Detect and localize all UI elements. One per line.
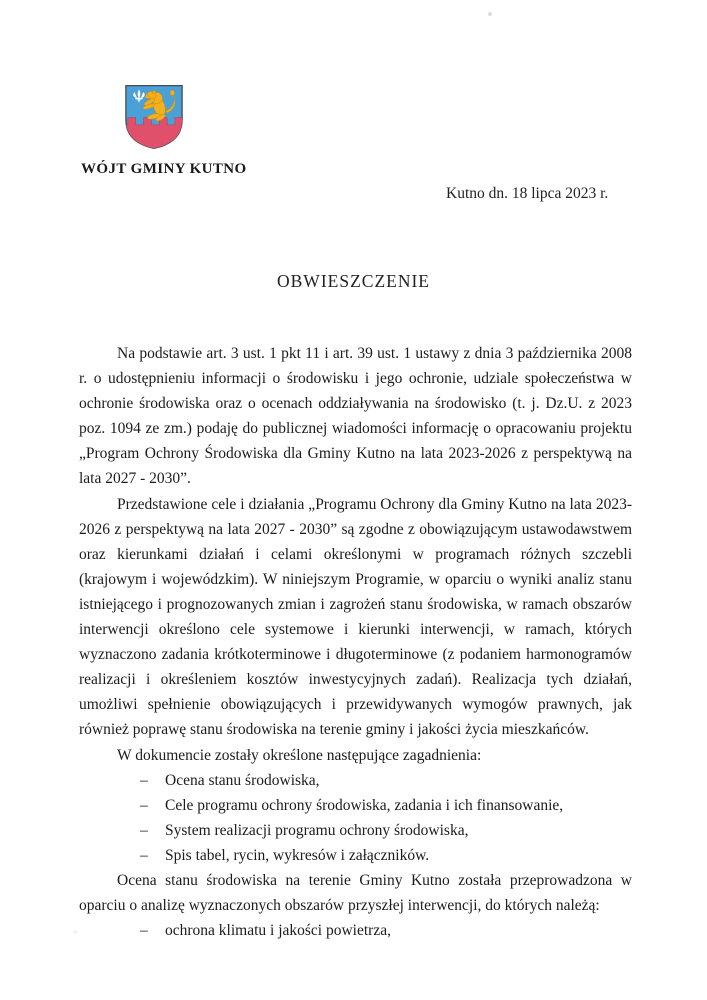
coat-of-arms-icon <box>121 83 187 151</box>
list-item <box>79 768 632 793</box>
topics-list <box>79 768 632 868</box>
list-item-text: System realizacji programu ochrony środowiska, <box>165 821 469 839</box>
dash-bullet: – <box>140 821 148 839</box>
dash-bullet: – <box>140 796 148 814</box>
list-item-text: Ocena stanu środowiska, <box>165 771 320 789</box>
list-item <box>79 918 632 943</box>
document-title: OBWIESZCZENIE <box>277 271 430 291</box>
list-item-text: ochrona klimatu i jakości powietrza, <box>165 922 391 940</box>
list-item <box>79 818 632 843</box>
issuing-office-title: WÓJT GMINY KUTNO <box>81 161 247 177</box>
list-item <box>79 843 632 868</box>
dash-bullet: – <box>140 846 148 864</box>
list-item <box>79 793 632 818</box>
dash-bullet: – <box>140 771 148 789</box>
dash-bullet: – <box>140 922 148 940</box>
scan-speck <box>73 930 78 934</box>
paragraph-program-goals: Przedstawione cele i działania „Programu Ochrony dla Gminy Kutno na lata 2023-2026 z perspektywą na lata 2027 - 2030” są zgodne z obowiązującym ustawodawstwem oraz kierunkami działań i celami określonymi w programach różnych szczebli (krajowym i wojewódzkim). W niniejszym Programie, w oparciu o wyniki analiz stanu istniejącego i prognozowanych zmian i zagrożeń stanu środowiska, w ramach obszarów interwencji określono cele systemowe i kierunki interwencji, w ramach, których wyznaczono zadania krótkoterminowe i długoterminowe (z podaniem harmonogramów realizacji i określeniem kosztów inwestycyjnych zadań). Realizacja tych działań, umożliwi spełnienie obowiązujących i przewidywanych wymogów prawnych, jak również poprawę stanu środowiska na terenie gminy i jakości życia mieszkańców. <box>79 495 632 739</box>
list-item-text: Cele programu ochrony środowiska, zadania i ich finansowanie, <box>165 796 564 814</box>
place-and-date: Kutno dn. 18 lipca 2023 r. <box>446 185 609 202</box>
paragraph-legal-basis: Na podstawie art. 3 ust. 1 pkt 11 i art. 39 ust. 1 ustawy z dnia 3 października 2008 r. o udostępnieniu informacji o środowisku i jego ochronie, udziale społeczeństwa w ochronie środowiska oraz o ocenach oddziaływania na środowisko (t. j. Dz.U. z 2023 poz. 1094 ze zm.) podaję do publicznej wiadomości informację o opracowaniu projektu „Program Ochrony Środowiska dla Gminy Kutno na lata 2023-2026 z perspektywą na lata 2027 - 2030”. <box>79 345 632 488</box>
list-item-text: Spis tabel, rycin, wykresów i załączników. <box>165 846 430 864</box>
scan-speck <box>488 12 492 16</box>
intervention-areas-list <box>79 918 632 943</box>
paragraph-assessment-intro: Ocena stanu środowiska na terenie Gminy Kutno została przeprowadzona w oparciu o analizę wyznaczonych obszarów przyszłej interwencji, do których należą: <box>79 871 632 915</box>
document-body <box>79 341 632 943</box>
paragraph-topics-intro: W dokumencie zostały określone następujące zagadnienia: <box>117 746 482 764</box>
